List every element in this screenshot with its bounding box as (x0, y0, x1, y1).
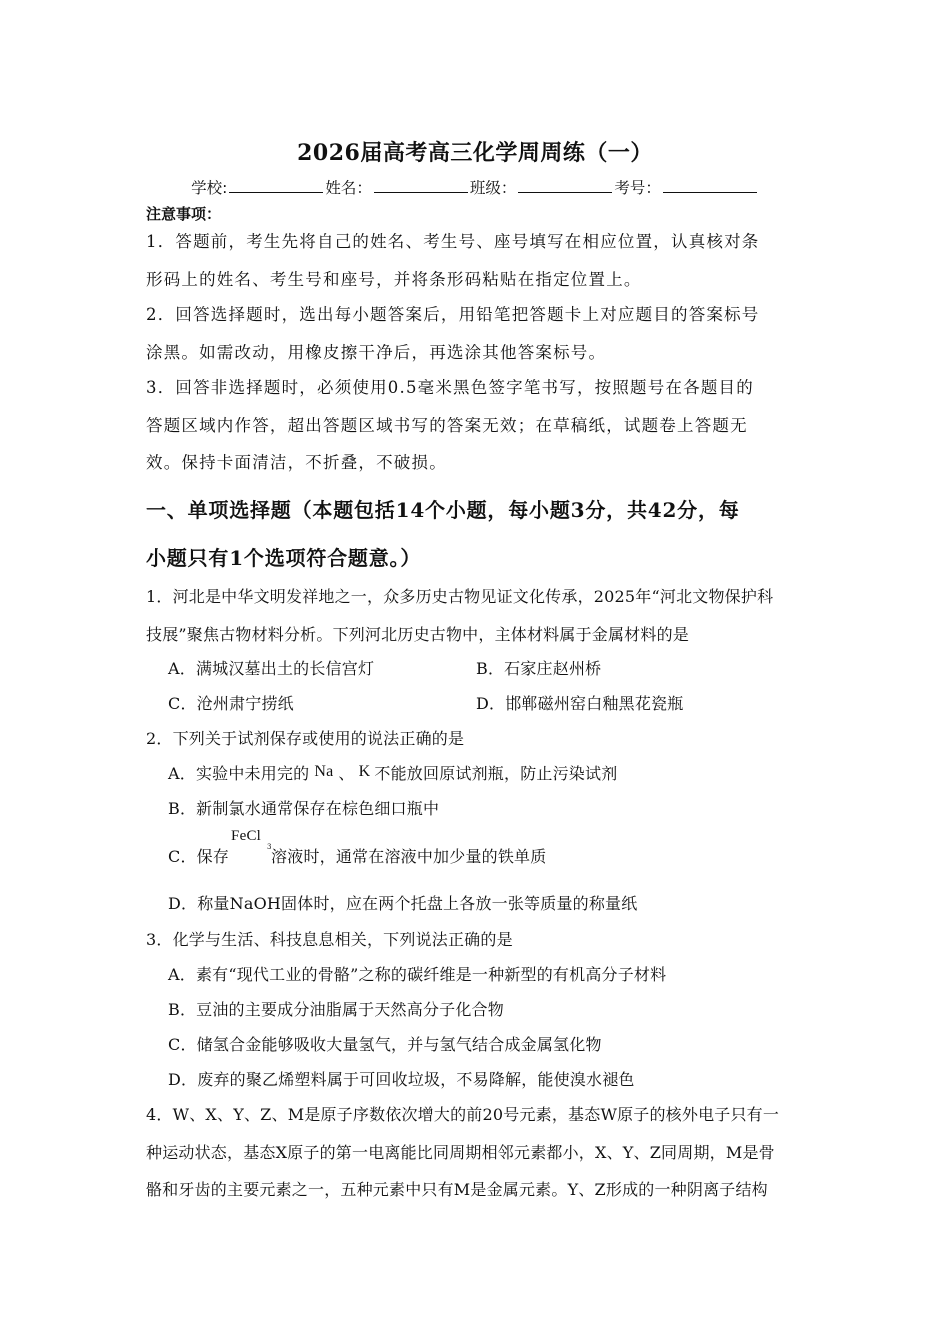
q1-option-b: B．石家庄赵州桥 (476, 659, 602, 678)
exam-no-blank (663, 178, 757, 193)
q2-option-c-suffix: 溶液时，通常在溶液中加少量的铁单质 (271, 847, 547, 866)
question-1-stem-cont: 技展”聚焦古物材料分析。下列河北历史古物中，主体材料属于金属材料的是 (146, 625, 689, 644)
notice-line: 3．回答非选择题时，必须使用0.5毫米黑色签字笔书写，按照题号在各题目的 (146, 378, 754, 397)
notice-line: 涂黑。如需改动，用橡皮擦干净后，再选涂其他答案标号。 (146, 343, 607, 362)
sodium-symbol: Na (314, 763, 334, 780)
q2-option-b: B．新制氯水通常保存在棕色细口瓶中 (168, 799, 440, 818)
q2-option-d: D．称量NaOH固体时，应在两个托盘上各放一张等质量的称量纸 (168, 894, 638, 913)
student-info-line (0, 176, 950, 198)
section-heading: 一、单项选择题（本题包括14个小题，每小题3分，共42分，每 (146, 498, 740, 522)
q3-option-a: A．素有“现代工业的骨骼”之称的碳纤维是一种新型的有机高分子材料 (168, 965, 667, 984)
notice-heading: 注意事项： (146, 205, 222, 223)
notice-line: 答题区域内作答，超出答题区域书写的答案无效；在草稿纸，试题卷上答题无 (146, 416, 748, 435)
formula-text: FeCl (231, 828, 262, 844)
q1-option-a: A．满城汉墓出土的长信宫灯 (168, 659, 375, 678)
question-4-stem-cont: 骼和牙齿的主要元素之一，五种元素中只有M是金属元素。Y、Z形成的一种阴离子结构 (146, 1180, 768, 1199)
q1-option-c: C．沧州肃宁捞纸 (168, 694, 294, 713)
question-2-stem: 2．下列关于试剂保存或使用的说法正确的是 (146, 729, 465, 748)
q3-option-c: C．储氢合金能够吸收大量氢气，并与氢气结合成金属氢化物 (168, 1035, 602, 1054)
page-title: 2026届高考高三化学周周练（一） (297, 140, 653, 166)
potassium-symbol: K (358, 763, 371, 780)
notice-line: 形码上的姓名、考生号和座号，并将条形码粘贴在指定位置上。 (146, 270, 642, 289)
q3-option-d: D．废弃的聚乙烯塑料属于可回收垃圾，不易降解，能使溴水褪色 (168, 1070, 635, 1089)
question-3-stem: 3．化学与生活、科技息息相关，下列说法正确的是 (146, 930, 513, 949)
question-1-stem: 1．河北是中华文明发祥地之一，众多历史古物见证文化传承，2025年“河北文物保护科 (146, 587, 774, 606)
q1-option-d: D．邯郸磁州窑白釉黑花瓷瓶 (476, 694, 684, 713)
school-blank (229, 178, 323, 193)
q2-option-a (168, 761, 617, 784)
name-label: 姓名： (325, 179, 372, 197)
class-label: 班级： (469, 179, 517, 197)
question-4-stem: 4．W、X、Y、Z、M是原子序数依次增大的前20号元素，基态W原子的核外电子只有一 (146, 1105, 780, 1124)
question-4-stem-cont: 种运动状态，基态X原子的第一电离能比同周期相邻元素都小，X、Y、Z同周期，M是骨 (146, 1143, 775, 1162)
ferric-chloride-formula (229, 828, 272, 862)
q3-option-b: B．豆油的主要成分油脂属于天然高分子化合物 (168, 1000, 504, 1019)
notice-line: 1．答题前，考生先将自己的姓名、考生号、座号填写在相应位置，认真核对条 (146, 232, 760, 251)
notice-line: 效。保持卡面清洁，不折叠，不破损。 (146, 453, 447, 472)
q2-option-a-prefix: A．实验中未用完的 (168, 764, 310, 783)
class-blank (518, 178, 612, 193)
school-label: 学校: (191, 179, 228, 197)
exam-no-label: 考号： (614, 179, 661, 197)
separator: 、 (338, 764, 355, 783)
formula-subscript: 3 (267, 843, 272, 851)
name-blank (374, 178, 468, 193)
q2-option-c-prefix: C．保存 (168, 847, 230, 866)
section-heading-cont: 小题只有1个选项符合题意。） (146, 546, 422, 570)
q2-option-a-suffix: 不能放回原试剂瓶，防止污染试剂 (374, 764, 618, 783)
q2-option-c (168, 828, 547, 867)
notice-line: 2．回答选择题时，选出每小题答案后，用铅笔把答题卡上对应题目的答案标号 (146, 305, 760, 324)
